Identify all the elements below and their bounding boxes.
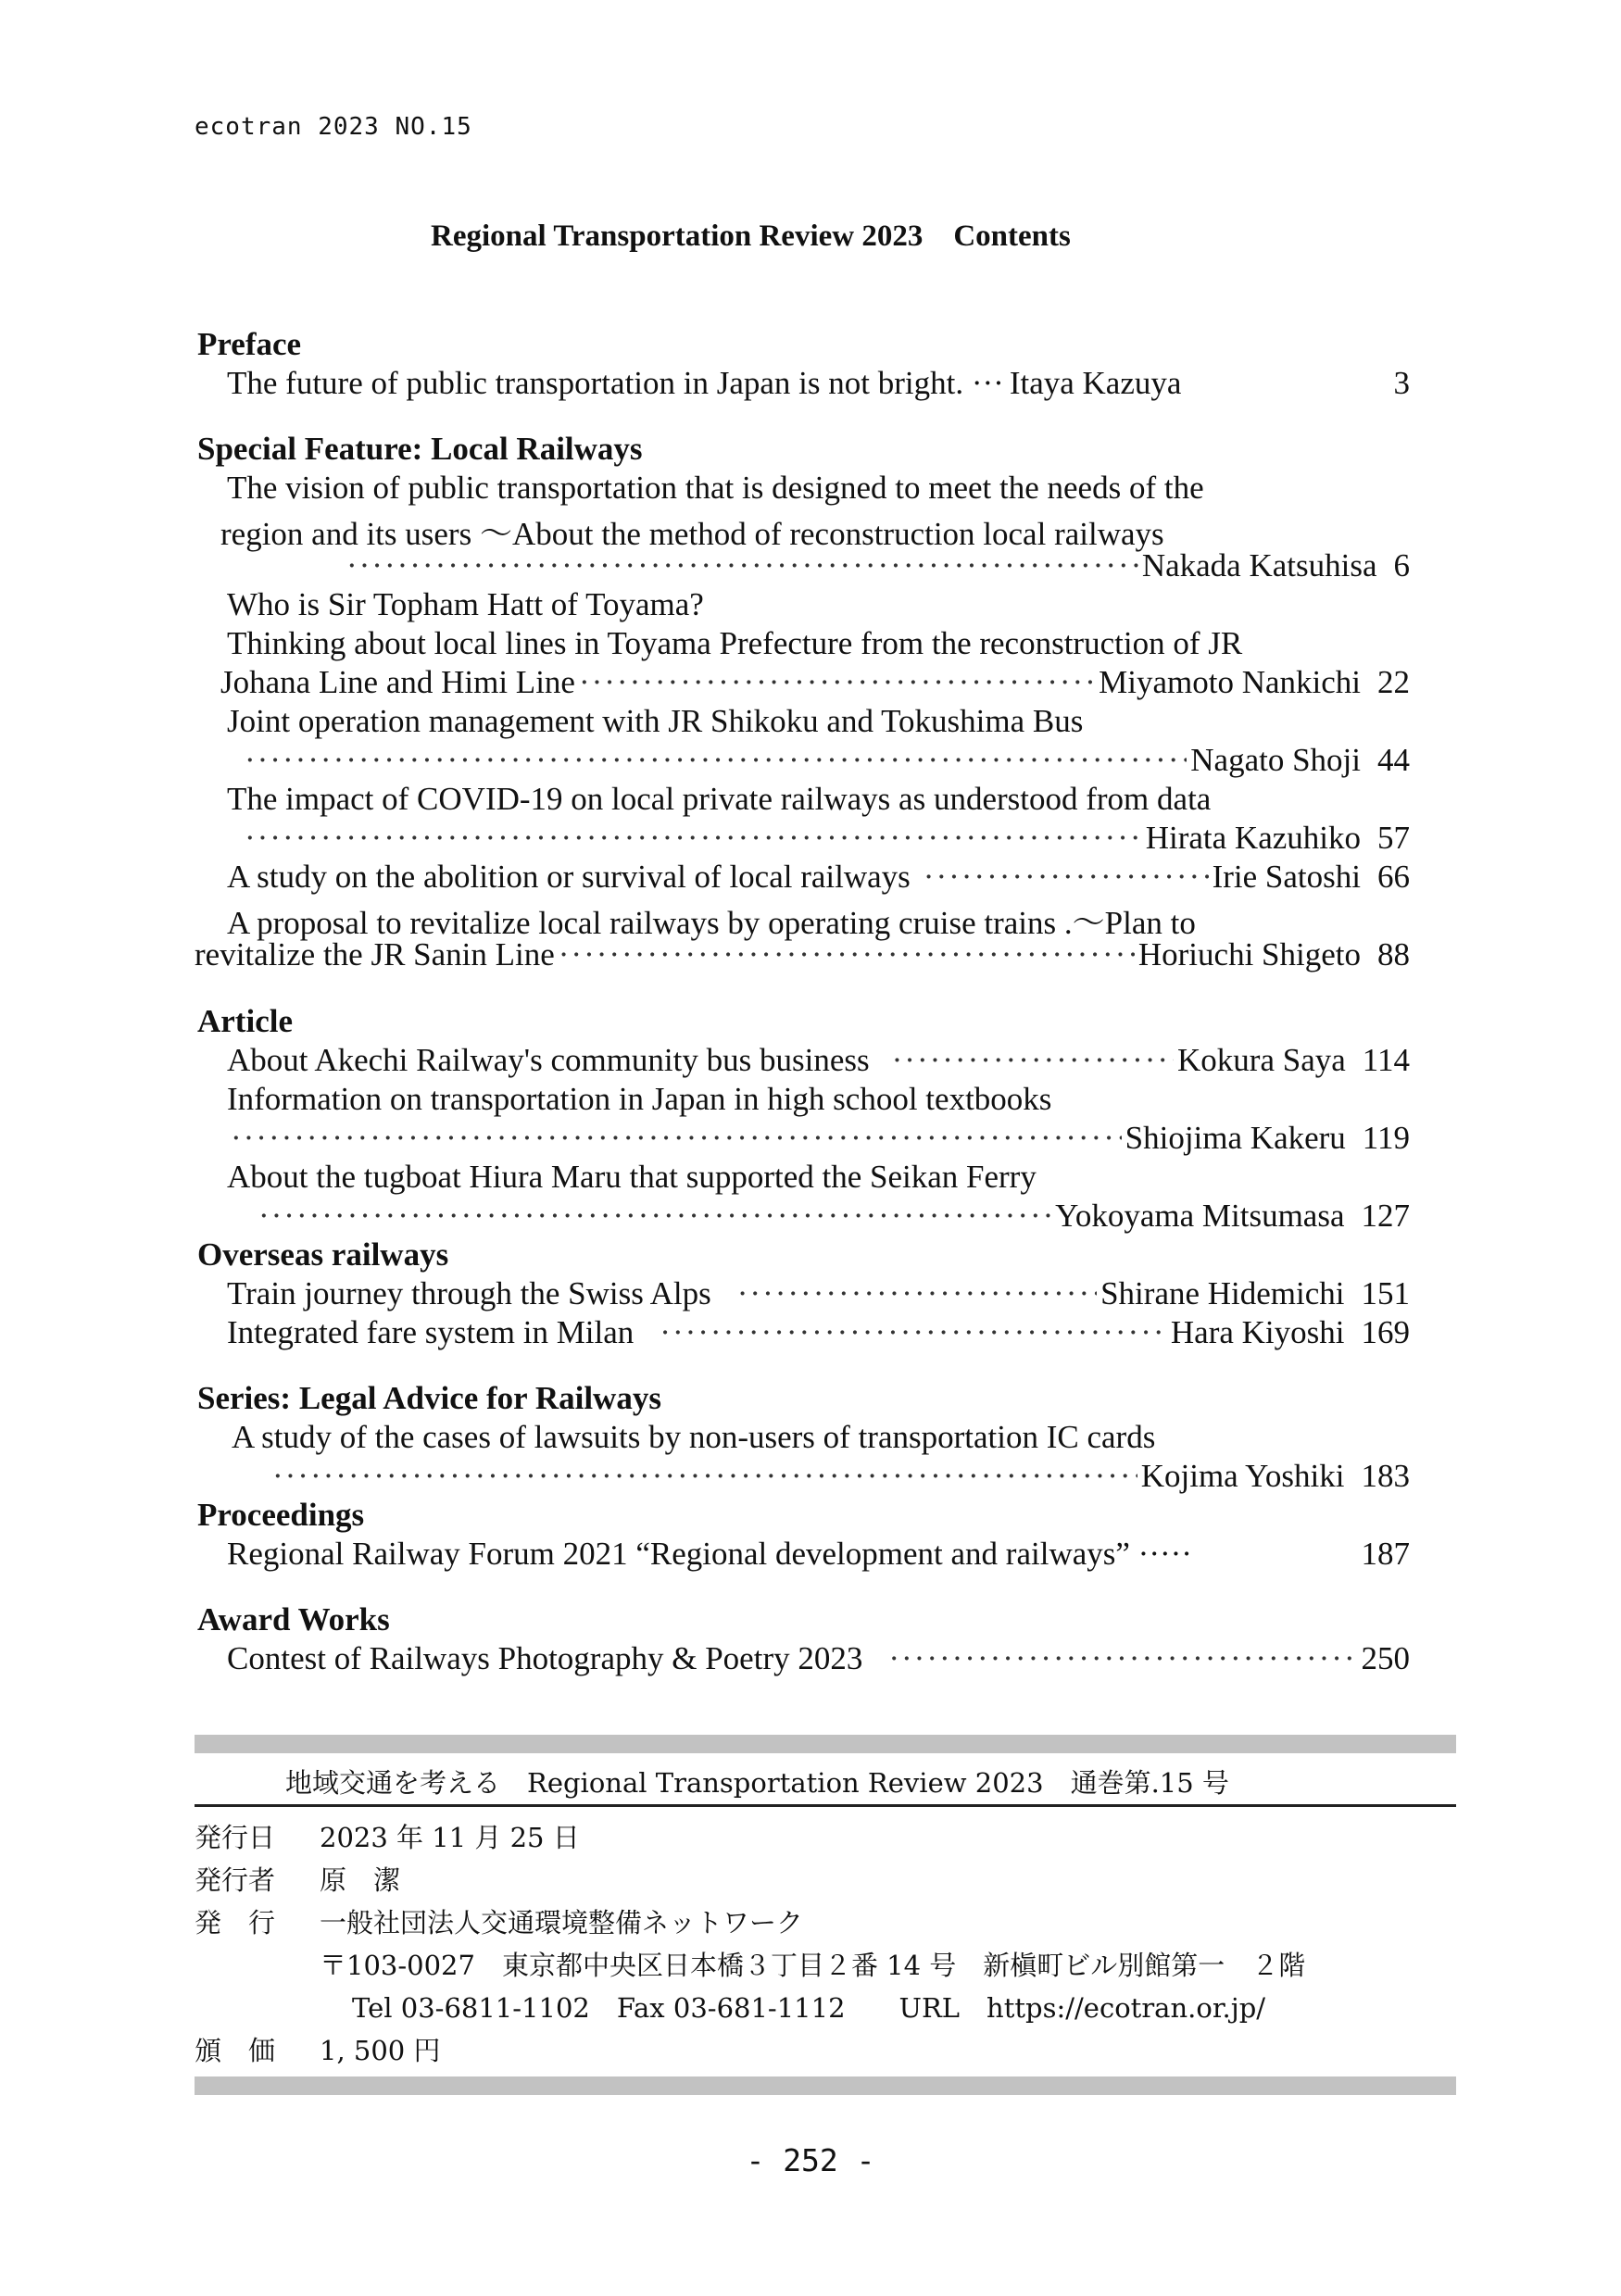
leader-dots <box>245 820 1142 857</box>
entry-title: The vision of public transportation that is designed to meet the needs of the <box>227 470 1204 506</box>
toc-entry <box>227 1640 1410 1679</box>
entry-author: Nagato Shoji <box>1190 742 1361 778</box>
entry-title-continued: Thinking about local lines in Toyama Prefecture from the reconstruction of JR <box>227 625 1243 661</box>
issue-date-value: 2023 年 11 月 25 日 <box>320 1822 580 1853</box>
section-heading-overseas: Overseas railways <box>197 1236 449 1273</box>
journal-header: ecotran 2023 NO.15 <box>195 113 472 141</box>
entry-page: 183 <box>1361 1458 1410 1494</box>
leader-dots <box>231 1120 1122 1157</box>
section-heading-series: Series: Legal Advice for Railways <box>197 1380 661 1416</box>
section-heading-article: Article <box>197 1003 293 1039</box>
issuer-label: 発 行 <box>195 1907 276 1938</box>
section-heading-preface: Preface <box>197 326 302 362</box>
section-heading-special-feature: Special Feature: Local Railways <box>197 431 643 467</box>
entry-author: Miyamoto Nankichi <box>1099 664 1361 700</box>
colophon-rule <box>195 1804 1456 1807</box>
entry-title: Integrated fare system in Milan <box>227 1314 635 1350</box>
toc-entry <box>227 1042 1410 1081</box>
entry-page: 250 <box>1361 1640 1410 1676</box>
toc-entry <box>195 936 1410 975</box>
leader-dots <box>892 1042 1174 1079</box>
entry-author: Shiojima Kakeru <box>1125 1120 1346 1156</box>
toc-entry <box>241 820 1410 859</box>
leader-dots <box>258 1198 1051 1235</box>
entry-author: Irie Satoshi <box>1212 859 1361 895</box>
entry-page: 22 <box>1377 664 1410 700</box>
entry-page: 6 <box>1393 547 1410 583</box>
publisher-value: 原 潔 <box>320 1864 401 1896</box>
entry-author: Hirata Kazuhiko <box>1145 820 1361 856</box>
entry-page: 151 <box>1361 1275 1410 1311</box>
section-heading-award: Award Works <box>197 1601 390 1637</box>
entry-author: Nakada Katsuhisa <box>1141 547 1377 583</box>
colophon-journal-title: 地域交通を考える Regional Transportation Review 2023 通巻第.15 号 <box>285 1767 1229 1799</box>
leader-dots <box>272 1458 1137 1495</box>
entry-author: Yokoyama Mitsumasa <box>1055 1198 1345 1234</box>
colophon-top-bar <box>195 1735 1456 1753</box>
entry-author: Kojima Yoshiki <box>1140 1458 1345 1494</box>
leader-dots <box>245 742 1187 779</box>
toc-entry <box>241 742 1410 781</box>
entry-title-continued: Johana Line and Himi Line <box>220 664 575 700</box>
entry-title: Contest of Railways Photography & Poetry 2023 <box>227 1640 863 1676</box>
entry-title: Regional Railway Forum 2021 “Regional development and railways” ····· <box>227 1536 1192 1572</box>
entry-title: Joint operation management with JR Shikoku and Tokushima Bus <box>227 703 1084 739</box>
entry-author: Shirane Hidemichi <box>1100 1275 1345 1311</box>
entry-page: 3 <box>1393 365 1410 401</box>
leader-dots <box>888 1640 1357 1677</box>
entry-page: 119 <box>1362 1120 1410 1156</box>
colophon-bottom-bar <box>195 2076 1456 2095</box>
entry-page: 187 <box>1361 1536 1410 1572</box>
toc-entry <box>220 664 1410 703</box>
leader-dots <box>924 859 1209 896</box>
entry-title: Who is Sir Topham Hatt of Toyama? <box>227 586 704 622</box>
entry-title: A study of the cases of lawsuits by non-users of transportation IC cards <box>232 1419 1156 1455</box>
entry-title: About Akechi Railway's community bus business <box>227 1042 870 1078</box>
entry-author: Kokura Saya <box>1177 1042 1346 1078</box>
leader-dots <box>559 936 1135 973</box>
publisher-label: 発行者 <box>195 1864 276 1896</box>
price-label: 頒 価 <box>195 2035 276 2066</box>
toc-entry <box>343 547 1410 586</box>
page-number: - 252 - <box>746 2142 875 2178</box>
entry-title: The impact of COVID-19 on local private railways as understood from data <box>227 781 1212 817</box>
issue-date-label: 発行日 <box>195 1822 276 1853</box>
toc-entry <box>227 365 1410 404</box>
entry-title: Train journey through the Swiss Alps <box>227 1275 711 1311</box>
entry-title: A study on the abolition or survival of local railways <box>227 859 911 895</box>
entry-title: A proposal to revitalize local railways by operating cruise trains .～Plan to <box>227 905 1196 941</box>
entry-title: About the tugboat Hiura Maru that supported the Seikan Ferry <box>227 1159 1037 1195</box>
entry-page: 169 <box>1361 1314 1410 1350</box>
address: 〒103-0027 東京都中央区日本橋３丁目２番 14 号 新槇町ビル別館第一 ２階 <box>320 1950 1306 1981</box>
contents-title: Regional Transportation Review 2023 Contents <box>431 220 1071 253</box>
entry-title: The future of public transportation in Japan is not bright. ··· <box>227 365 1004 401</box>
toc-entry <box>227 1275 1410 1314</box>
toc-entry <box>269 1458 1410 1497</box>
entry-title-continued: region and its users ～About the method of reconstruction local railways <box>220 516 1164 552</box>
entry-title-continued: revitalize the JR Sanin Line <box>195 936 555 972</box>
leader-dots <box>346 547 1138 584</box>
entry-page: 44 <box>1377 742 1410 778</box>
entry-page: 66 <box>1377 859 1410 895</box>
entry-author: Horiuchi Shigeto <box>1137 936 1361 972</box>
toc-entry <box>255 1198 1410 1236</box>
entry-title: Information on transportation in Japan in high school textbooks <box>227 1081 1052 1117</box>
entry-author: Itaya Kazuya <box>1009 365 1182 401</box>
leader-dots <box>579 664 1095 701</box>
entry-page: 114 <box>1362 1042 1410 1078</box>
issuer-value: 一般社団法人交通環境整備ネットワーク <box>320 1907 804 1938</box>
contact-info: Tel 03-6811-1102 Fax 03-681-1112 URL https://ecotran.or.jp/ <box>352 1992 1266 2024</box>
price-value: 1, 500 円 <box>320 2035 441 2066</box>
entry-page: 57 <box>1377 820 1410 856</box>
toc-entry <box>227 859 1410 897</box>
leader-dots <box>737 1275 1097 1312</box>
toc-entry <box>227 1314 1410 1353</box>
entry-page: 88 <box>1377 936 1410 972</box>
leader-dots <box>660 1314 1167 1351</box>
entry-author: Hara Kiyoshi <box>1170 1314 1345 1350</box>
entry-page: 127 <box>1361 1198 1410 1234</box>
toc-entry <box>227 1120 1410 1159</box>
toc-entry <box>227 1536 1410 1575</box>
section-heading-proceedings: Proceedings <box>197 1497 365 1533</box>
